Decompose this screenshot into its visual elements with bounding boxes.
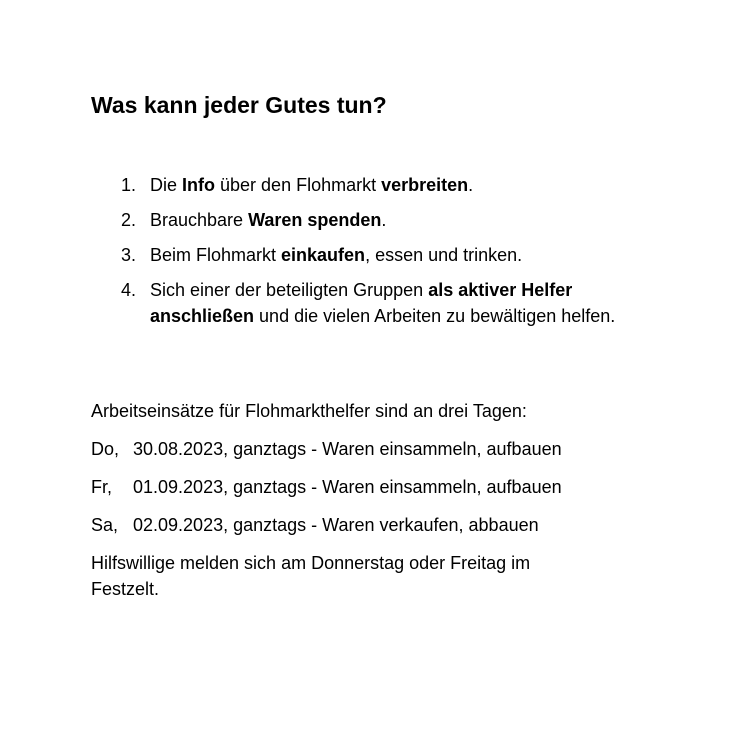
bold-text-segment: einkaufen: [281, 245, 366, 265]
text-segment: Beim Flohmarkt: [150, 245, 282, 265]
schedule-details: 01.09.2023, ganztags - Waren einsammeln, aufbauen: [133, 477, 562, 497]
text-segment: .: [381, 210, 387, 230]
list-item-number: 1.: [121, 175, 137, 195]
schedule-day: Do,: [91, 439, 120, 459]
list-item-text: [150, 172, 630, 198]
bold-text-segment: verbreiten: [381, 175, 469, 195]
list-item: [91, 277, 651, 329]
list-item: [91, 172, 651, 198]
bold-text-segment: als aktiver Helfer anschließen: [150, 280, 573, 326]
schedule-details: 02.09.2023, ganztags - Waren verkaufen, abbauen: [133, 515, 539, 535]
schedule-day: Fr,: [91, 477, 112, 497]
text-segment: , essen und trinken.: [365, 245, 523, 265]
list-item-number: 2.: [121, 210, 137, 230]
task-list: [91, 172, 651, 338]
list-item-number: 4.: [121, 280, 137, 300]
list-item-number: 3.: [121, 245, 137, 265]
schedule-row: [91, 474, 651, 500]
text-segment: .: [468, 175, 474, 195]
schedule-day: Sa,: [91, 515, 119, 535]
list-item-text: [150, 207, 630, 233]
list-item: [91, 207, 651, 233]
list-item-text: [150, 277, 630, 329]
schedule-row: [91, 512, 651, 538]
list-item: [91, 242, 651, 268]
text-segment: und die vielen Arbeiten zu bewältigen helfen.: [254, 306, 616, 326]
text-segment: Sich einer der beteiligten Gruppen: [150, 280, 429, 300]
schedule-row: [91, 436, 651, 462]
text-segment: Brauchbare: [150, 210, 249, 230]
work-schedule: [91, 398, 651, 602]
page-title: Was kann jeder Gutes tun?: [91, 92, 387, 118]
bold-text-segment: Info: [182, 175, 216, 195]
schedule-details: 30.08.2023, ganztags - Waren einsammeln, aufbauen: [133, 439, 562, 459]
schedule-note: Hilfswillige melden sich am Donnerstag oder Freitag im Festzelt.: [91, 553, 531, 599]
schedule-intro: Arbeitseinsätze für Flohmarkthelfer sind an drei Tagen:: [91, 401, 527, 421]
list-item-text: [150, 242, 630, 268]
text-segment: über den Flohmarkt: [215, 175, 382, 195]
bold-text-segment: Waren spenden: [248, 210, 382, 230]
text-segment: Die: [150, 175, 183, 195]
